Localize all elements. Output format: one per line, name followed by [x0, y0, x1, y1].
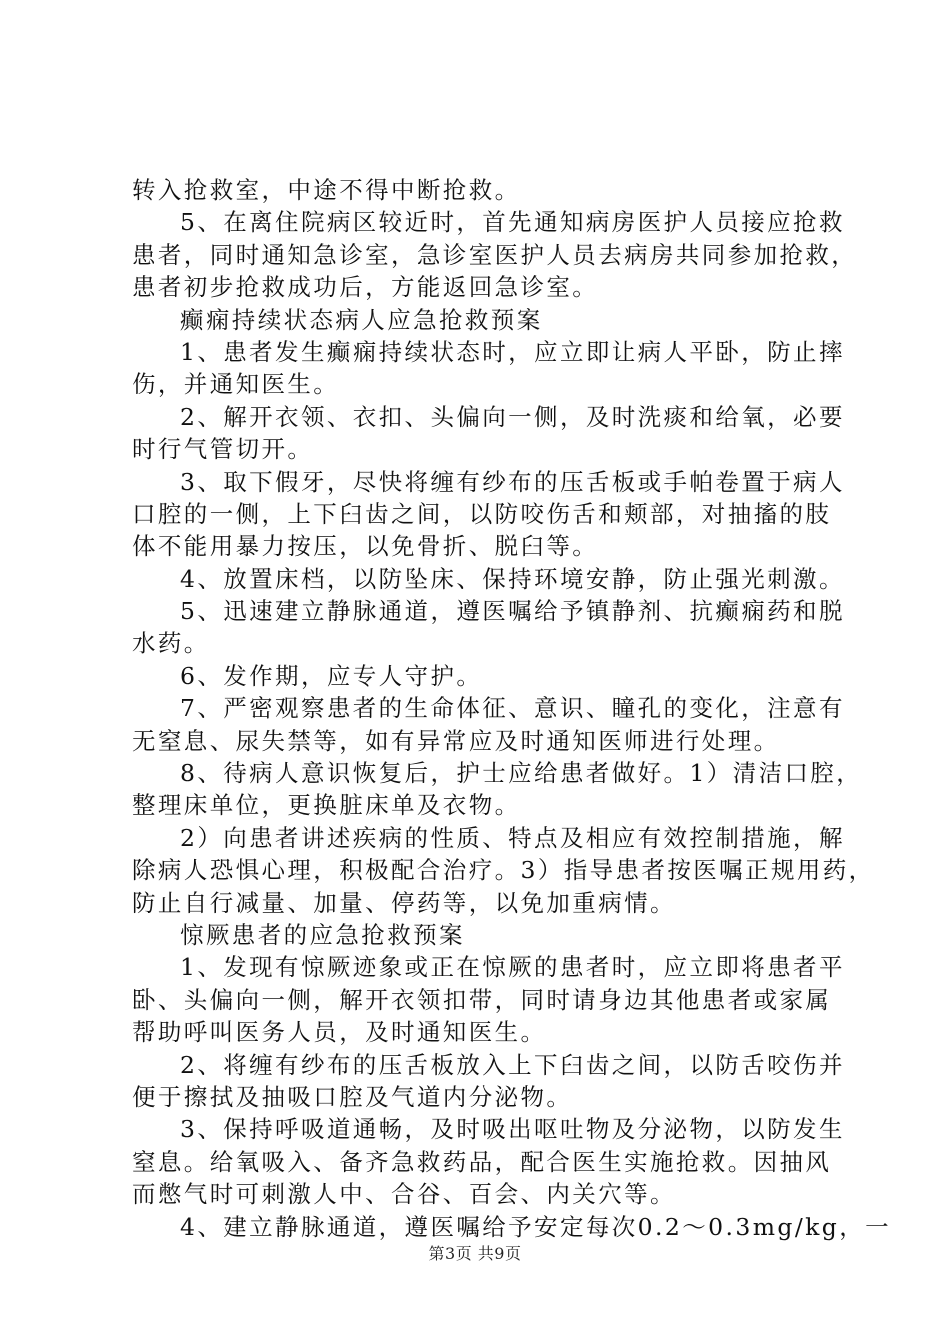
text-line: 4、放置床档，以防坠床、保持环境安静，防止强光刺激。	[180, 564, 845, 593]
text-line: 便于擦拭及抽吸口腔及气道内分泌物。	[132, 1082, 573, 1111]
text-line: 癫痫持续状态病人应急抢救预案	[180, 305, 543, 334]
text-line: 而憋气时可刺激人中、合谷、百会、内关穴等。	[132, 1180, 676, 1209]
text-line: 时行气管切开。	[132, 435, 314, 464]
text-line: 2、解开衣领、衣扣、头偏向一侧，及时洗痰和给氧，必要	[180, 402, 845, 431]
text-line: 体不能用暴力按压，以免骨折、脱臼等。	[132, 532, 599, 561]
text-line: 2、将缠有纱布的压舌板放入上下臼齿之间，以防舌咬伤并	[180, 1050, 845, 1079]
text-line: 8、待病人意识恢复后，护士应给患者做好。1）清洁口腔，	[180, 759, 863, 788]
text-line: 6、发作期，应专人守护。	[180, 661, 483, 690]
text-line: 帮助呼叫医务人员，及时通知医生。	[132, 1018, 547, 1047]
page-footer: 第3页 共9页	[428, 1244, 522, 1263]
document-body	[132, 174, 892, 1243]
text-line: 除病人恐惧心理，积极配合治疗。3）指导患者按医嘱正规用药，	[132, 856, 875, 885]
text-line: 卧、头偏向一侧，解开衣领扣带，同时请身边其他患者或家属	[132, 985, 832, 1014]
text-line: 患者初步抢救成功后，方能返回急诊室。	[132, 273, 599, 302]
text-line: 防止自行减量、加量、停药等，以免加重病情。	[132, 888, 676, 917]
text-line: 水药。	[132, 629, 210, 658]
text-line: 1、患者发生癫痫持续状态时，应立即让病人平卧，防止摔	[180, 337, 845, 366]
text-line: 1、发现有惊厥迹象或正在惊厥的患者时，应立即将患者平	[180, 953, 845, 982]
text-line: 无窒息、尿失禁等，如有异常应及时通知医师进行处理。	[132, 726, 780, 755]
text-line: 3、取下假牙，尽快将缠有纱布的压舌板或手帕卷置于病人	[180, 467, 845, 496]
text-line: 窒息。给氧吸入、备齐急救药品，配合医生实施抢救。因抽风	[132, 1147, 832, 1176]
text-line: 7、严密观察患者的生命体征、意识、瞳孔的变化，注意有	[180, 694, 845, 723]
text-line: 4、建立静脉通道，遵医嘱给予安定每次0.2～0.3mg/kg，一	[180, 1212, 892, 1241]
text-line: 5、在离住院病区较近时，首先通知病房医护人员接应抢救	[180, 208, 845, 237]
text-line: 患者，同时通知急诊室，急诊室医护人员去病房共同参加抢救，	[132, 240, 858, 269]
text-line: 伤，并通知医生。	[132, 370, 340, 399]
text-line: 转入抢救室，中途不得中断抢救。	[132, 176, 521, 204]
text-line: 整理床单位，更换脏床单及衣物。	[132, 791, 521, 820]
text-line: 2）向患者讲述疾病的性质、特点及相应有效控制措施，解	[180, 823, 845, 852]
text-line: 3、保持呼吸道通畅，及时吸出呕吐物及分泌物，以防发生	[180, 1115, 845, 1144]
text-line: 口腔的一侧，上下臼齿之间，以防咬伤舌和颊部，对抽搐的肢	[132, 499, 832, 528]
text-line: 5、迅速建立静脉通道，遵医嘱给予镇静剂、抗癫痫药和脱	[180, 597, 845, 626]
text-line: 惊厥患者的应急抢救预案	[180, 920, 465, 949]
